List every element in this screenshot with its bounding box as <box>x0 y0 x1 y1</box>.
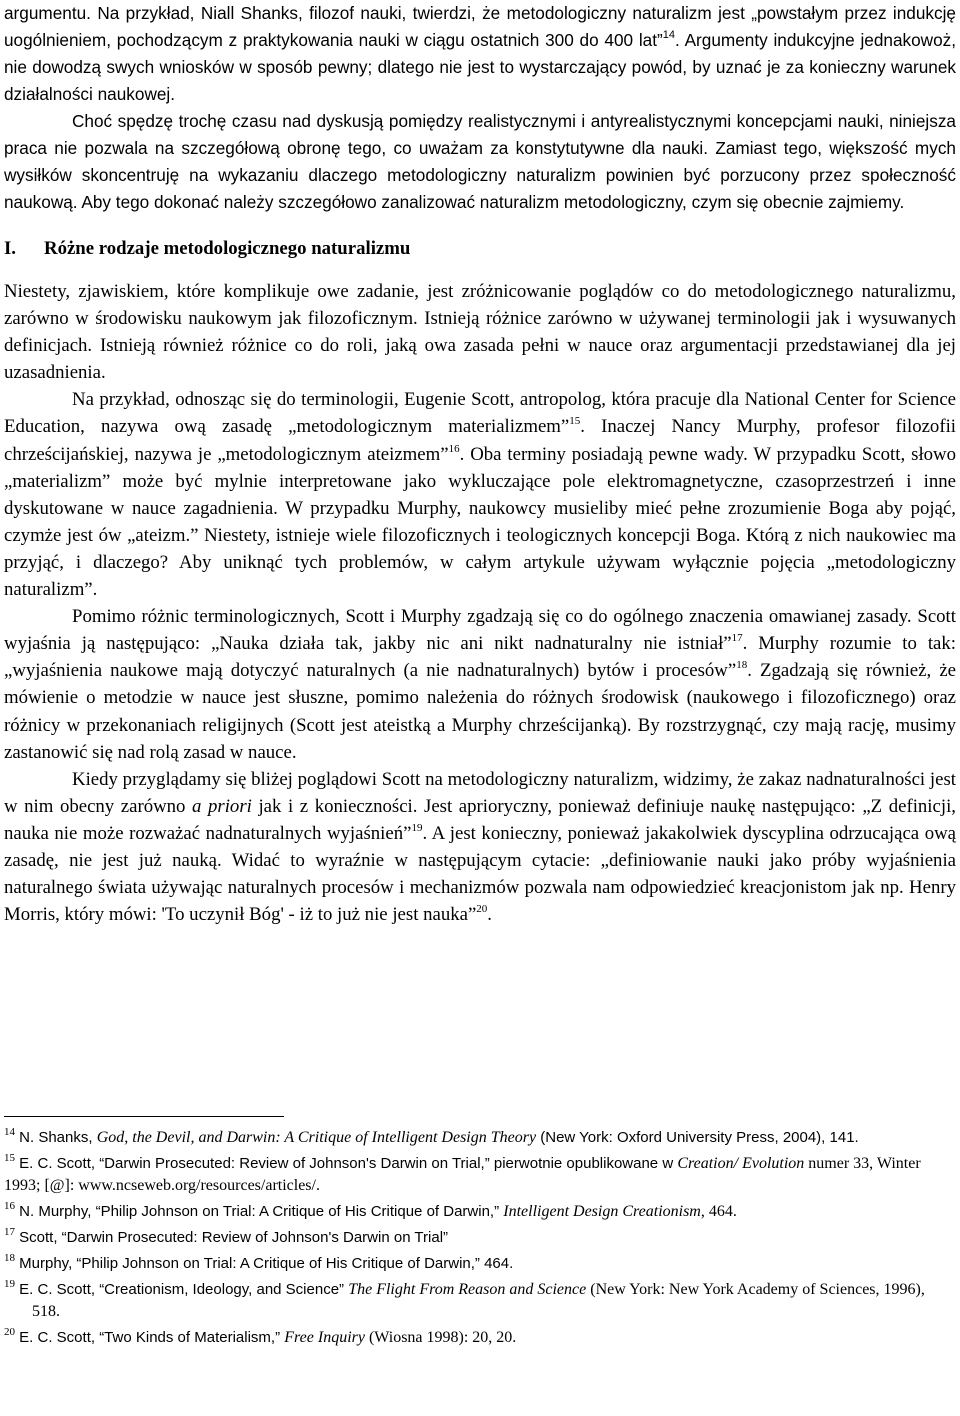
footnote-ref-15[interactable]: 15 <box>569 415 581 428</box>
paragraph-6: Kiedy przyglądamy się bliżej poglądowi Scott na metodologiczny naturalizm, widzimy, że zakaz nadnaturalności jest w nim obecny zarówno a priori jak i z konieczności. Jest aprioryczny, ponieważ definiuje naukę następująco: „Z definicji, nauka nie może rozważać nadnaturalnych wyjaśnień”$^{19}$. A jest konieczny, ponieważ jakakolwiek dyscyplina odrzucająca ową zasadę, nie jest już nauką. Widać to wyraźnie w następującym cytacie: „definiowanie nauki jako próby wyjaśnienia naturalnego świata używając naturalnych procesów i mechanizmów pozwala nam odpowiedzieć kreacjonistom jak np. Henry Morris, który mówi: 'To uczynił Bóg' - iż to już nie jest nauka”$^{20}$. <box>4 768 956 926</box>
intro-text-block <box>4 0 956 216</box>
paragraph-4: Na przykład, odnosząc się do terminologii, Eugenie Scott, antropolog, która pracuje dla National Center for Science Education, nazywa ową zasadę „metodologicznym materializmem”$^{15}$. Inaczej Nancy Murphy, profesor filozofii chrześcijańskiej, nazywa je „metodologicznym ateizmem”$^{16}$. Oba terminy posiadają pewne wady. W przypadku Scott, słowo „materializm” może być mylnie interpretowane jako wykluczające pole elektromagnetyczne, czasoprzestrzeń i inne dyskutowane w nauce zagadnienia. W przypadku Murphy, naukowcy musieliby mieć pełne zrozumienie Boga aby pojąć, czymże jest ów „ateizm.” Niestety, istnieje wiele filozoficznych i teologicznych koncepcji Boga. Którą z nich naukowiec ma przyjąć, i dlaczego? Aby uniknąć tych problemów, w całym artykule używam wyłącznie pojęcia „metodologiczny naturalizm”. <box>4 389 957 601</box>
footnote-ref-18[interactable]: 18 <box>736 659 748 672</box>
paragraph-3: Niestety, zjawiskiem, które komplikuje owe zadanie, jest zróżnicowanie poglądów co do metodologicznego naturalizmu, zarówno w środowisku naukowym jak filozoficznym. Istnieją różnice zarówno w używanej terminologii jak i wysuwanych definicjach. Istnieją również różnice co do roli, jaką owa zasada pełni w nauce oraz argumentacji przedstawianej dla jej uzasadnienia. <box>4 281 956 384</box>
section-heading <box>4 235 956 262</box>
footnote-ref-16[interactable]: 16 <box>448 442 460 455</box>
paragraph-5: Pomimo różnic terminologicznych, Scott i Murphy zgadzają się co do ogólnego znaczenia omawianej zasady. Scott wyjaśnia ją następująco: „Nauka działa tak, jakby nic ani nikt nadnaturalny nie istniał”$^{17}$. Murphy rozumie to tak: „wyjaśnienia naukowe mają dotyczyć naturalnych (a nie nadnaturalnych) bytów i procesów”$^{18}$. Zgadzają się również, że mówienie o metodzie w nauce jest słuszne, pomimo należenia do różnych środowisk (naukowego i filozoficznego) oraz różnicy w przekonaniach religijnych (Scott jest ateistką a Murphy chrześcijanką). By rozstrzygnąć, czy mają rację, musimy zastanowić się nad rolą zasad w nauce. <box>4 606 956 763</box>
footnote-separator <box>4 1116 284 1117</box>
body-text-block <box>4 278 956 928</box>
footnote-ref-19[interactable]: 19 <box>411 821 423 834</box>
section-number: I. <box>4 238 17 259</box>
footnote-20: $^{20}$ E. C. Scott, “Two Kinds of Materialism,” Free Inquiry (Wiosna 1998): 20, 20. <box>4 1326 517 1346</box>
footnote-16: $^{16}$ N. Murphy, “Philip Johnson on Trial: A Critique of His Critique of Darwin,” Intelligent Design Creationism, 464. <box>4 1200 737 1220</box>
paragraph-1: argumentu. Na przykład, Niall Shanks, filozof nauki, twierdzi, że metodologiczny naturalizm jest „powstałym przez indukcję uogólnieniem, pochodzącym z praktykowania nauki w ciągu ostatnich 300 do 400 lat”$^{14}$. Argumenty indukcyjne jednakowoż, nie dowodzą swych wniosków w sposób pewny; dlatego nie jest to wystarczający powód, by uznać je za konieczny warunek działalności naukowej. <box>4 3 956 104</box>
footnote-18: $^{18}$ Murphy, “Philip Johnson on Trial: A Critique of His Critique of Darwin,” 464. <box>4 1252 514 1272</box>
paragraph-2: Choć spędzę trochę czasu nad dyskusją pomiędzy realistycznymi i antyrealistycznymi koncepcjami nauki, niniejsza praca nie pozwala na szczegółową obronę tego, co uważam za konstytutywne dla nauki. Zamiast tego, większość mych wysiłków skoncentruję na wykazaniu dlaczego metodologiczny naturalizm powinien być porzucony przez społeczność naukową. Aby tego dokonać należy szczegółowo zanalizować naturalizm metodologiczny, czym się obecnie zajmiemy. <box>4 111 956 212</box>
footnotes <box>4 1127 956 1353</box>
footnote-ref-17[interactable]: 17 <box>731 632 743 645</box>
section-title: Różne rodzaje metodologicznego naturalizmu <box>44 238 411 259</box>
footnote-ref-20[interactable]: 20 <box>476 903 488 916</box>
footnote-15: $^{15}$ E. C. Scott, “Darwin Prosecuted: Review of Johnson's Darwin on Trial,” pierwotnie opublikowane w Creation/ Evolution numer 33, Winter 1993; [@]: www.ncseweb.org/resources/articles/. <box>4 1152 921 1194</box>
footnote-19: $^{19}$ E. C. Scott, “Creationism, Ideology, and Science” The Flight From Reason and Science (New York: New York Academy of Sciences, 1996), 518. <box>4 1278 925 1320</box>
footnote-ref-14[interactable]: 14 <box>662 29 675 41</box>
footnote-17: $^{17}$ Scott, “Darwin Prosecuted: Review of Johnson's Darwin on Trial” <box>4 1226 449 1246</box>
footnote-14: $^{14}$ N. Shanks, God, the Devil, and Darwin: A Critique of Intelligent Design Theory (New York: Oxford University Press, 2004), 141. <box>4 1126 859 1146</box>
document-page <box>4 0 956 928</box>
